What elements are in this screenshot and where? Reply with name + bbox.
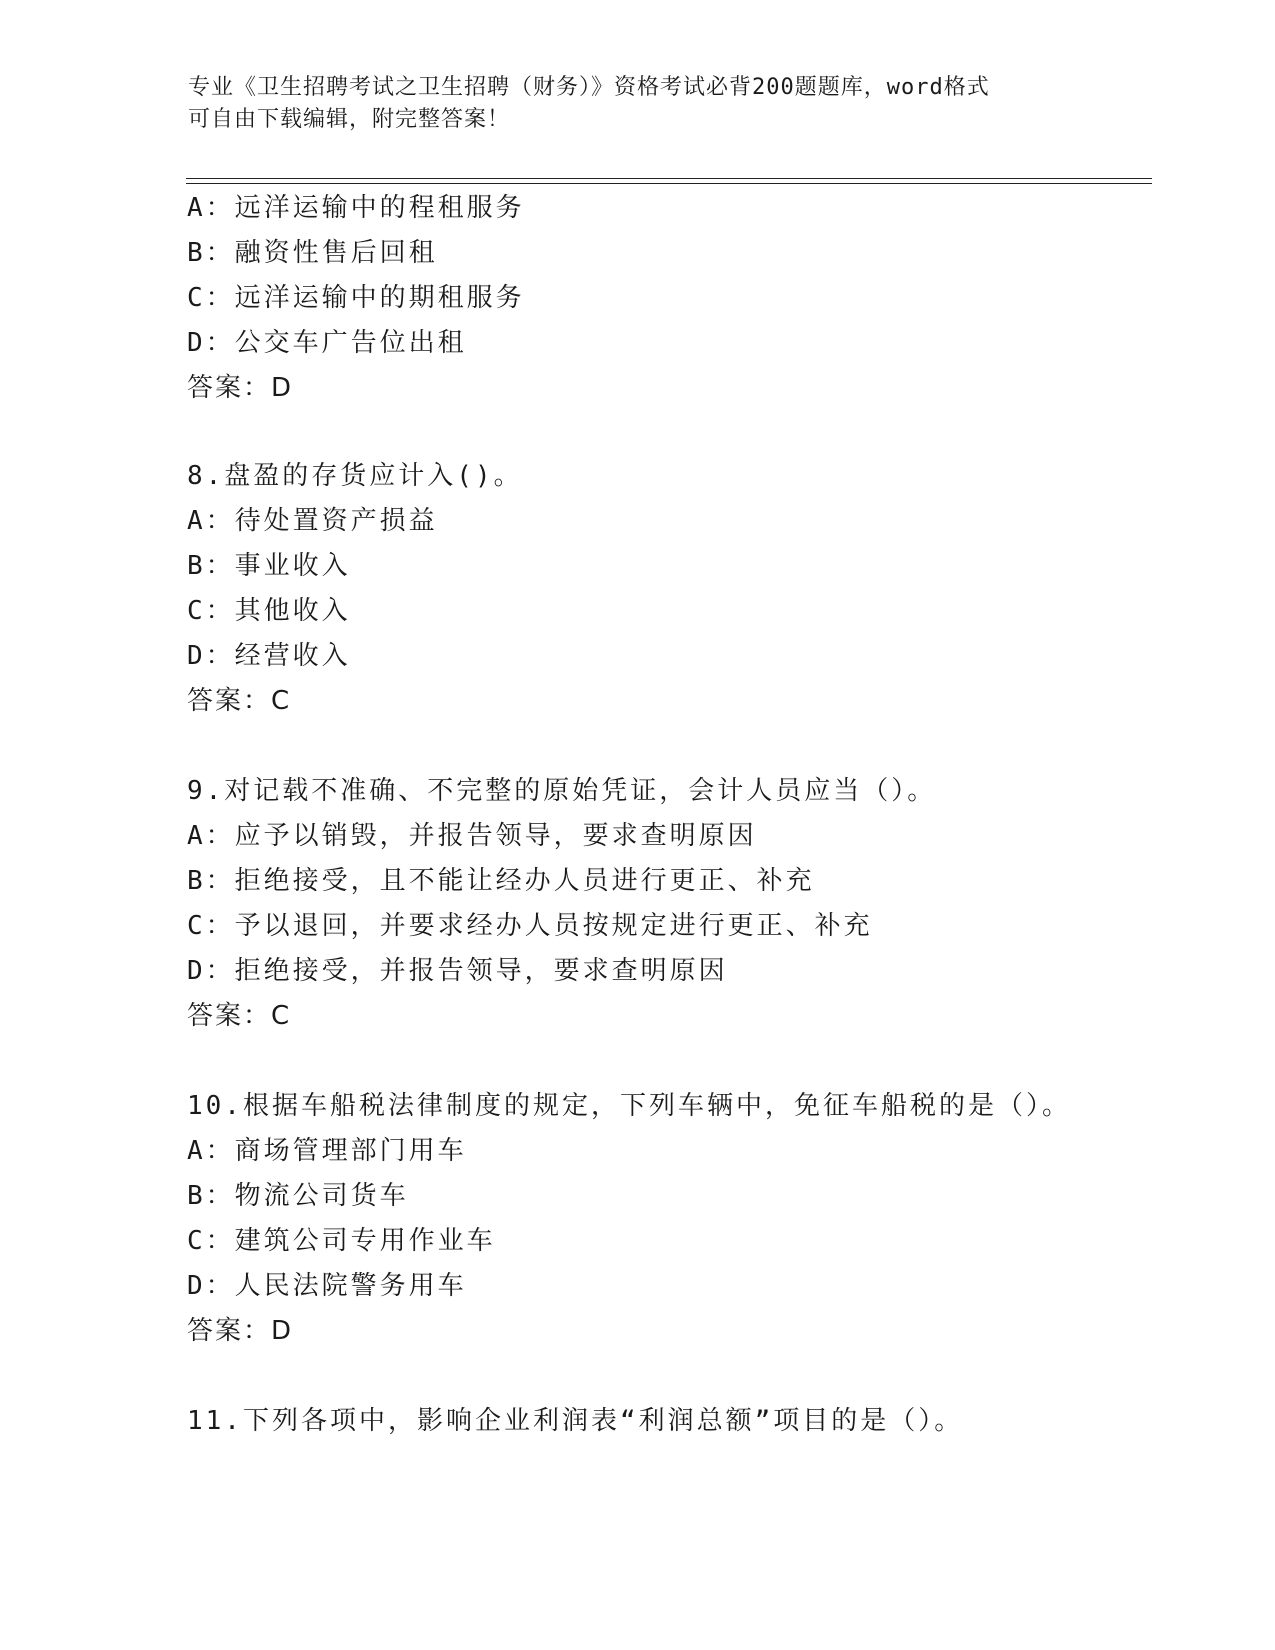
q10-option-c: C：建筑公司专用作业车 xyxy=(187,1226,496,1256)
q9-option-a: A：应予以销毁，并报告领导，要求查明原因 xyxy=(187,821,757,851)
header-divider-bottom xyxy=(186,183,1152,184)
q8-option-c: C：其他收入 xyxy=(187,596,351,626)
q8-option-a: A：待处置资产损益 xyxy=(187,506,438,536)
q9-option-d: D：拒绝接受，并报告领导，要求查明原因 xyxy=(187,956,728,986)
q9-option-c: C：予以退回，并要求经办人员按规定进行更正、补充 xyxy=(187,911,873,941)
q11-question: 11.下列各项中，影响企业利润表“利润总额”项目的是（）。 xyxy=(187,1406,964,1436)
q7-answer: 答案：D xyxy=(187,373,294,403)
q10-option-b: B：物流公司货车 xyxy=(187,1181,409,1211)
q9-question: 9.对记载不准确、不完整的原始凭证，会计人员应当（）。 xyxy=(187,776,937,806)
document-header xyxy=(188,72,1088,136)
q7-option-b: B：融资性售后回租 xyxy=(187,238,438,268)
q9-option-b: B：拒绝接受，且不能让经办人员进行更正、补充 xyxy=(187,866,815,896)
q8-option-b: B：事业收入 xyxy=(187,551,351,581)
q7-option-d: D：公交车广告位出租 xyxy=(187,328,467,358)
q8-option-d: D：经营收入 xyxy=(187,641,351,671)
q7-option-c: C：远洋运输中的期租服务 xyxy=(187,283,525,313)
q9-answer: 答案：C xyxy=(187,1001,292,1031)
header-line-2: 可自由下载编辑，附完整答案！ xyxy=(188,107,511,132)
q8-answer: 答案：C xyxy=(187,686,292,716)
q10-answer: 答案：D xyxy=(187,1316,294,1346)
q10-option-a: A：商场管理部门用车 xyxy=(187,1136,467,1166)
header-line-1: 专业《卫生招聘考试之卫生招聘（财务）》资格考试必背200题题库，word格式 xyxy=(188,75,990,100)
q10-option-d: D：人民法院警务用车 xyxy=(187,1271,467,1301)
q8-question: 8.盘盈的存货应计入()。 xyxy=(187,461,523,491)
q7-option-a: A：远洋运输中的程租服务 xyxy=(187,193,525,223)
q10-question: 10.根据车船税法律制度的规定，下列车辆中，免征车船税的是（）。 xyxy=(187,1091,1071,1121)
header-divider-top xyxy=(186,178,1152,179)
